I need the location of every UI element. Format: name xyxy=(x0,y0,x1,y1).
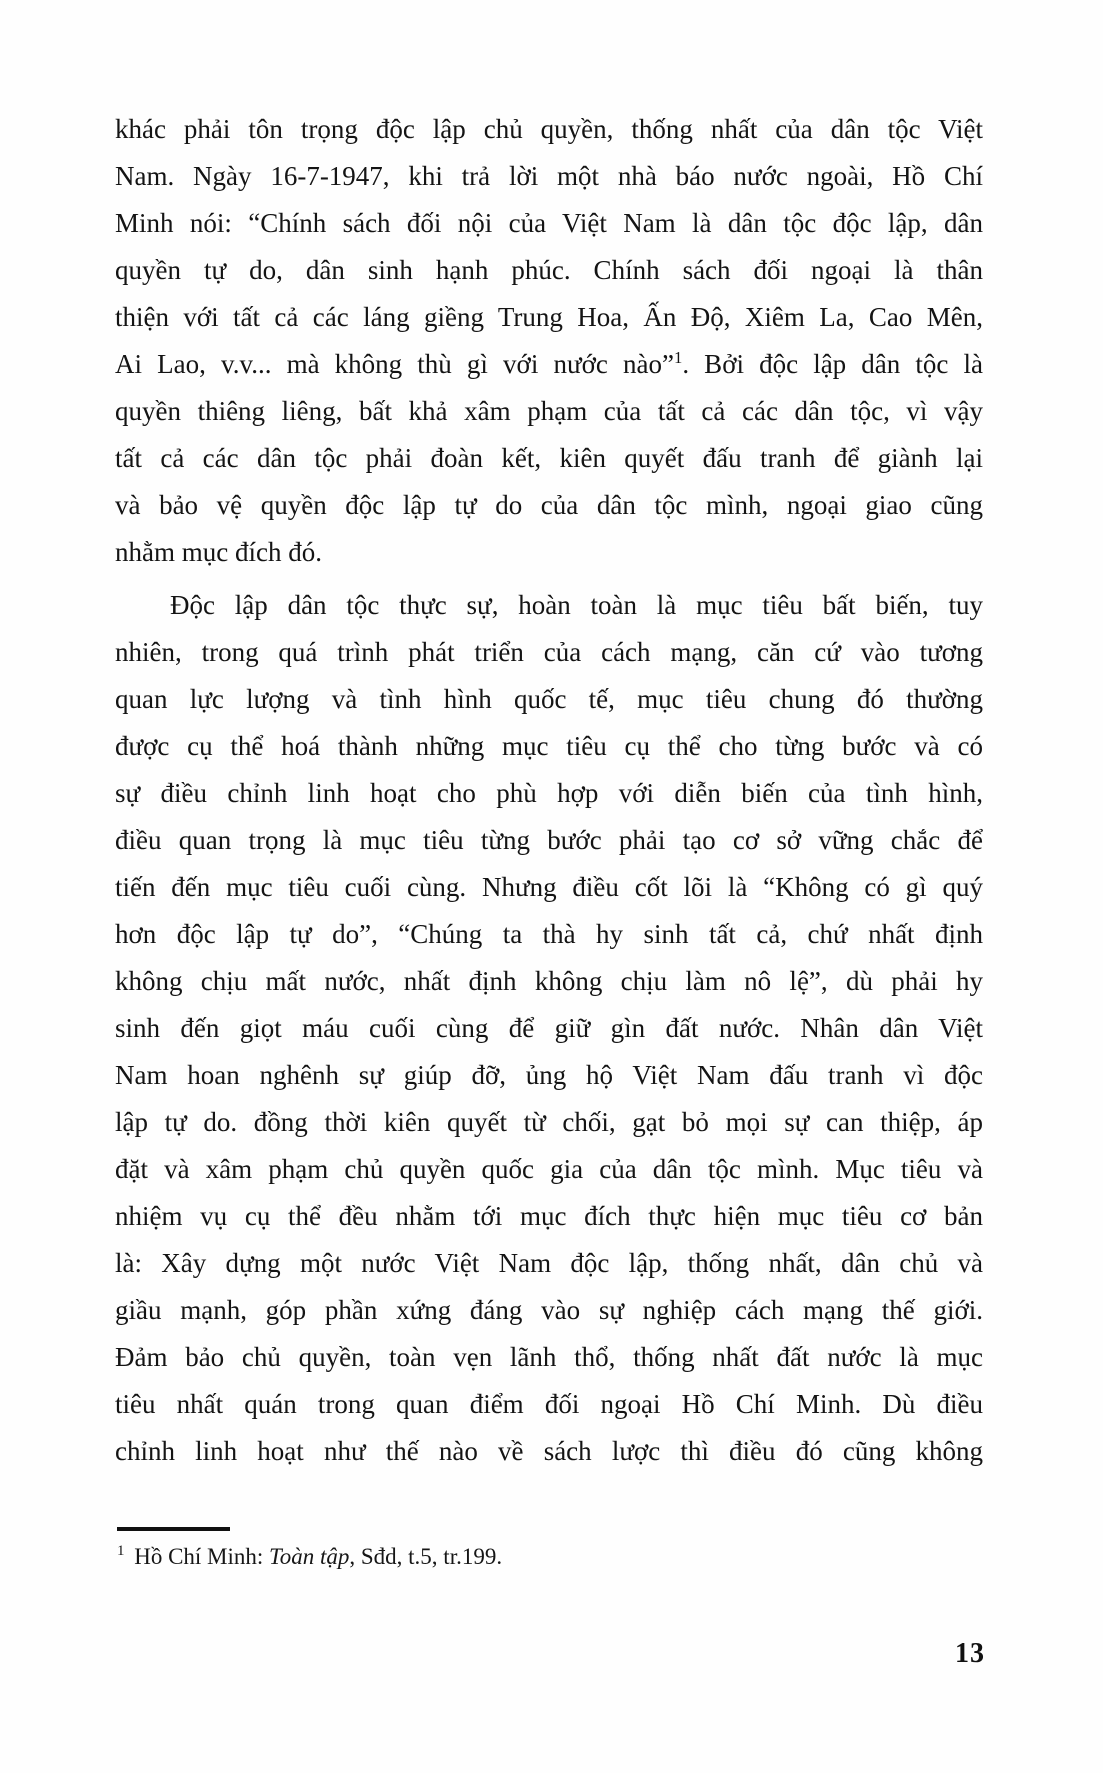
footnote-marker: 1 xyxy=(117,1543,125,1560)
text-line xyxy=(115,1052,983,1099)
text-line xyxy=(115,1334,983,1381)
text-line xyxy=(115,1146,983,1193)
text-segment: Minh nói: “Chính sách đối nội của Việt Nam là dân tộc độc lập, dân xyxy=(115,208,983,238)
text-line xyxy=(115,817,983,864)
text-line xyxy=(115,1428,983,1475)
text-segment: khác phải tôn trọng độc lập chủ quyền, thống nhất của dân tộc Việt xyxy=(115,114,983,144)
text-line xyxy=(115,247,983,294)
text-line xyxy=(115,770,983,817)
text-line xyxy=(115,864,983,911)
text-line xyxy=(115,958,983,1005)
text-segment: nhằm mục đích đó. xyxy=(115,537,322,567)
text-line xyxy=(115,388,983,435)
text-segment: được cụ thể hoá thành những mục tiêu cụ thể cho từng bước và có xyxy=(115,731,983,761)
text-segment: tiến đến mục tiêu cuối cùng. Nhưng điều cốt lõi là “Không có gì quý xyxy=(115,872,983,902)
text-line xyxy=(115,482,983,529)
text-segment: nhiệm vụ cụ thể đều nhằm tới mục đích thực hiện mục tiêu cơ bản xyxy=(115,1201,983,1231)
text-segment: Nam hoan nghênh sự giúp đỡ, ủng hộ Việt Nam đấu tranh vì độc xyxy=(115,1060,983,1090)
text-line xyxy=(115,1381,983,1428)
text-line xyxy=(115,1240,983,1287)
text-line xyxy=(115,341,983,388)
text-line xyxy=(115,200,983,247)
text-segment: chỉnh linh hoạt như thế nào về sách lược thì điều đó cũng không xyxy=(115,1436,983,1466)
text-segment: tiêu nhất quán trong quan điểm đối ngoại Hồ Chí Minh. Dù điều xyxy=(115,1389,983,1419)
text-segment: Độc lập dân tộc thực sự, hoàn toàn là mục tiêu bất biến, tuy xyxy=(170,590,983,620)
text-line xyxy=(115,294,983,341)
text-line xyxy=(115,582,983,629)
footnote-reference: 1 xyxy=(673,348,683,367)
text-segment: đặt và xâm phạm chủ quyền quốc gia của dân tộc mình. Mục tiêu và xyxy=(115,1154,983,1184)
body-text xyxy=(115,106,983,1475)
text-line xyxy=(115,529,983,576)
text-segment: , Sđd, t.5, tr.199. xyxy=(349,1544,503,1569)
text-segment: quyền tự do, dân sinh hạnh phúc. Chính sách đối ngoại là thân xyxy=(115,255,983,285)
italic-text: Toàn tập xyxy=(269,1544,350,1569)
text-line xyxy=(115,723,983,770)
footnote xyxy=(117,1541,817,1573)
text-segment: giầu mạnh, góp phần xứng đáng vào sự nghiệp cách mạng thế giới. xyxy=(115,1295,983,1325)
text-line xyxy=(115,676,983,723)
text-segment: hơn độc lập tự do”, “Chúng ta thà hy sinh tất cả, chứ nhất định xyxy=(115,919,983,949)
text-segment: quyền thiêng liêng, bất khả xâm phạm của tất cả các dân tộc, vì vậy xyxy=(115,396,983,426)
text-segment: tất cả các dân tộc phải đoàn kết, kiên quyết đấu tranh để giành lại xyxy=(115,443,983,473)
text-segment: lập tự do. đồng thời kiên quyết từ chối, gạt bỏ mọi sự can thiệp, áp xyxy=(115,1107,983,1137)
text-line xyxy=(115,629,983,676)
text-line xyxy=(115,435,983,482)
footnote-separator-rule xyxy=(117,1527,230,1531)
text-line xyxy=(115,106,983,153)
text-line xyxy=(115,1193,983,1240)
text-line xyxy=(115,1005,983,1052)
text-segment: là: Xây dựng một nước Việt Nam độc lập, thống nhất, dân chủ và xyxy=(115,1248,983,1278)
text-line xyxy=(115,911,983,958)
text-line xyxy=(115,1099,983,1146)
text-segment: điều quan trọng là mục tiêu từng bước phải tạo cơ sở vững chắc để xyxy=(115,825,983,855)
text-segment: nhiên, trong quá trình phát triển của cách mạng, căn cứ vào tương xyxy=(115,637,983,667)
text-segment: Đảm bảo chủ quyền, toàn vẹn lãnh thổ, thống nhất đất nước là mục xyxy=(115,1342,983,1372)
text-segment: sự điều chỉnh linh hoạt cho phù hợp với diễn biến của tình hình, xyxy=(115,778,983,808)
text-segment: không chịu mất nước, nhất định không chịu làm nô lệ”, dù phải hy xyxy=(115,966,983,996)
text-segment: sinh đến giọt máu cuối cùng để giữ gìn đất nước. Nhân dân Việt xyxy=(115,1013,983,1043)
text-segment: quan lực lượng và tình hình quốc tế, mục tiêu chung đó thường xyxy=(115,684,983,714)
text-line xyxy=(115,153,983,200)
text-segment: Nam. Ngày 16-7-1947, khi trả lời một nhà báo nước ngoài, Hồ Chí xyxy=(115,161,983,191)
text-segment: Hồ Chí Minh: xyxy=(128,1544,270,1569)
text-segment: . Bởi độc lập dân tộc là xyxy=(682,349,983,379)
text-line xyxy=(115,1287,983,1334)
page-number: 13 xyxy=(955,1638,985,1669)
text-segment: thiện với tất cả các láng giềng Trung Hoa, Ấn Độ, Xiêm La, Cao Mên, xyxy=(115,302,983,332)
text-segment: Ai Lao, v.v... mà không thù gì với nước nào” xyxy=(115,349,674,379)
text-segment: và bảo vệ quyền độc lập tự do của dân tộc mình, ngoại giao cũng xyxy=(115,490,983,520)
